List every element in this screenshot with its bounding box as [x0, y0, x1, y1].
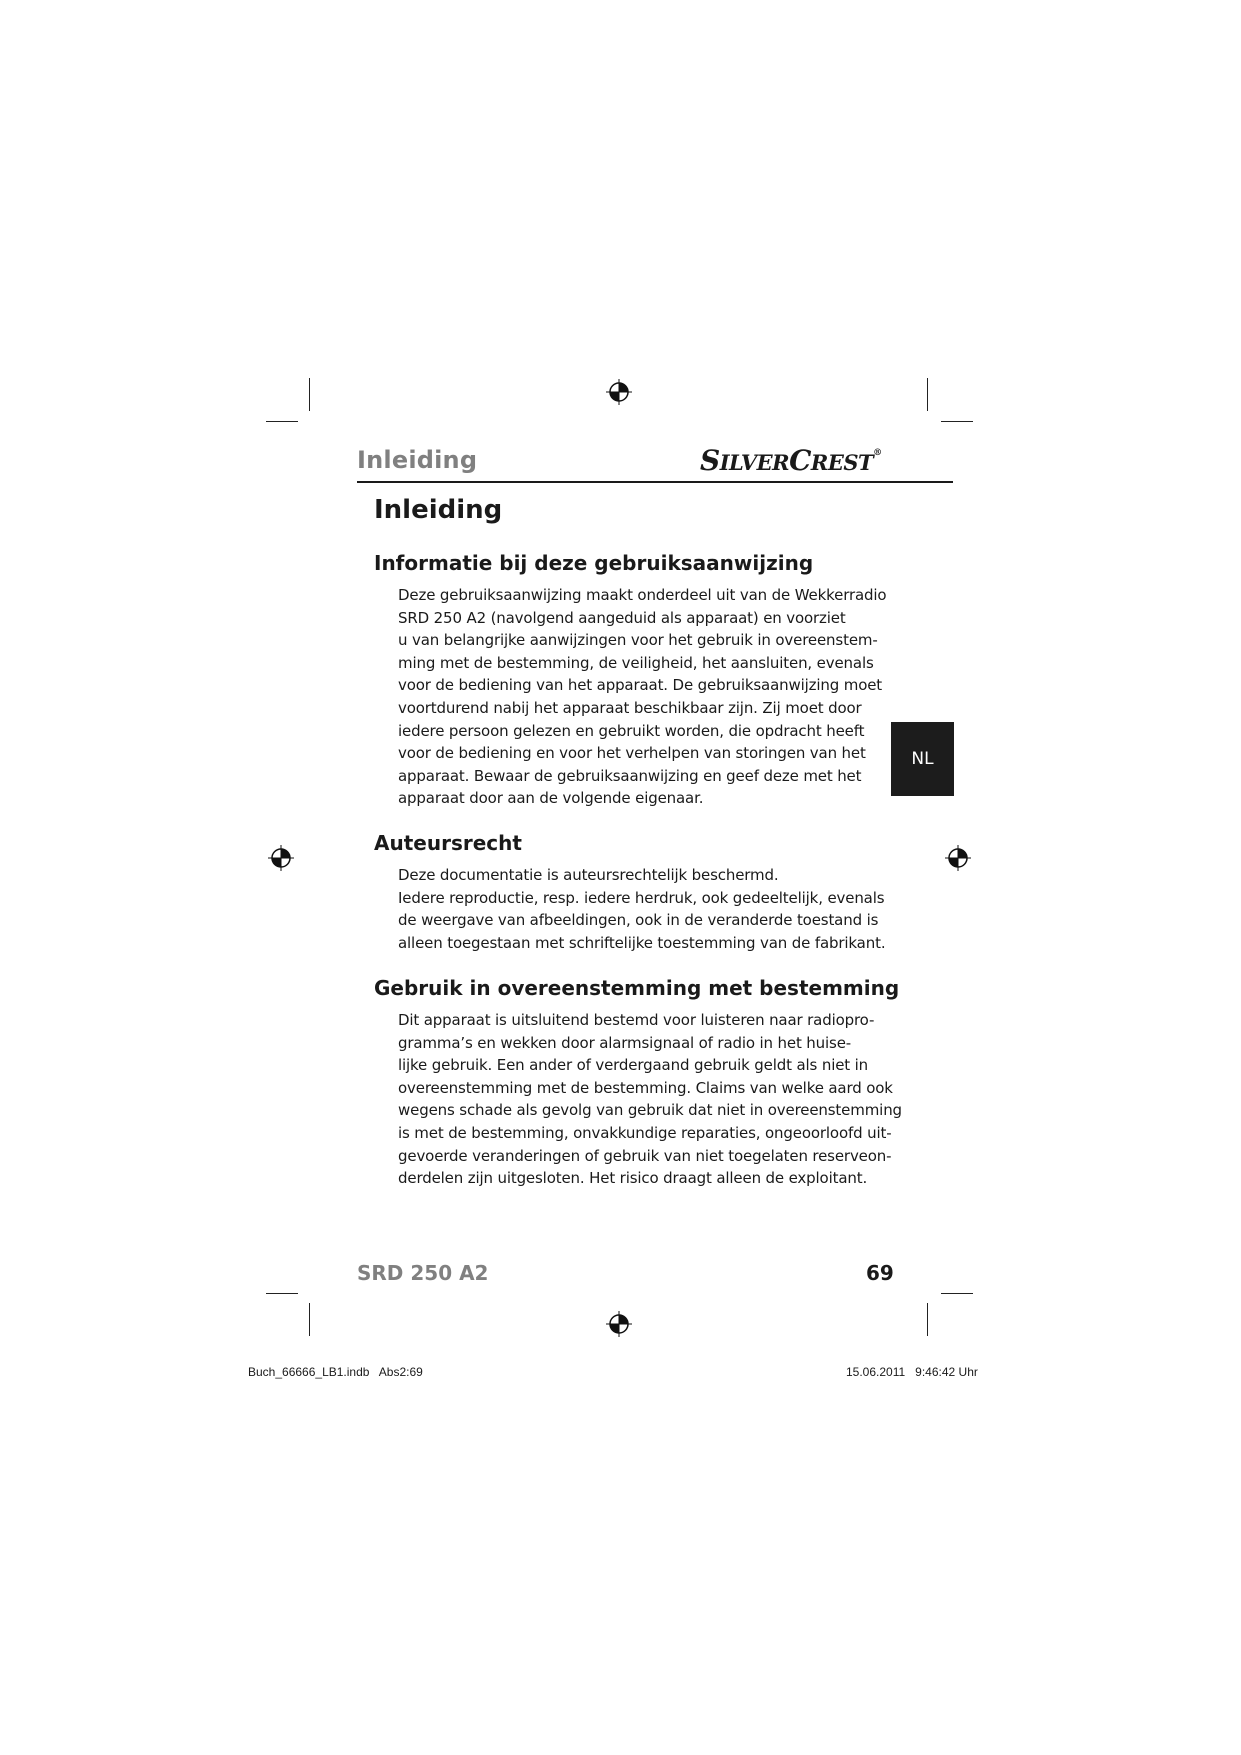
print-slug-file: Buch_66666_LB1.indb Abs2:69	[248, 1365, 423, 1379]
text-line: apparaat door aan de volgende eigenaar.	[398, 789, 704, 808]
text-line: derdelen zijn uitgesloten. Het risico draagt alleen de exploitant.	[398, 1169, 868, 1188]
brand-initial-1: S	[700, 444, 720, 477]
text-line: gramma’s en wekken door alarmsignaal of radio in het huise-	[398, 1033, 852, 1052]
registration-mark-left-icon	[268, 845, 294, 871]
page-title: Inleiding	[374, 495, 503, 525]
text-line: de weergave van afbeeldingen, ook in de veranderde toestand is	[398, 911, 879, 930]
brand-rest-1: ILVER	[719, 450, 790, 475]
language-tab	[891, 722, 954, 796]
text-line: apparaat. Bewaar de gebruiksaanwijzing en geef deze met het	[398, 766, 862, 785]
text-line: voor de bediening en voor het verhelpen van storingen van het	[398, 744, 866, 763]
text-line: ming met de bestemming, de veiligheid, het aansluiten, evenals	[398, 653, 874, 672]
footer-model: SRD 250 A2	[357, 1261, 489, 1285]
text-line: is met de bestemming, onvakkundige reparaties, ongeoorloofd uit-	[398, 1123, 892, 1142]
text-line: SRD 250 A2 (navolgend aangeduid als apparaat) en voorziet	[398, 608, 846, 627]
text-line: alleen toegestaan met schriftelijke toestemming van de fabrikant.	[398, 933, 886, 952]
section-body	[398, 1009, 902, 1190]
crop-mark-bottom-right-vertical	[927, 1303, 928, 1336]
registration-mark-right-icon	[945, 845, 971, 871]
brand-initial-2: C	[789, 444, 811, 477]
print-slug-timestamp: 15.06.2011 9:46:42 Uhr	[846, 1365, 978, 1379]
section-heading: Informatie bij deze gebruiksaanwijzing	[374, 551, 814, 575]
text-line: overeenstemming met de bestemming. Claims van welke aard ook	[398, 1078, 893, 1097]
registered-mark: ®	[873, 448, 882, 458]
text-line: Deze gebruiksaanwijzing maakt onderdeel uit van de Wekkerradio	[398, 586, 887, 604]
text-line: Iedere reproductie, resp. iedere herdruk, ook gedeeltelijk, evenals	[398, 888, 885, 907]
crop-mark-bottom-left-horizontal	[266, 1293, 298, 1294]
section-body	[398, 584, 887, 810]
text-line: u van belangrijke aanwijzingen voor het gebruik in overeenstem-	[398, 631, 878, 650]
text-line: voortdurend nabij het apparaat beschikbaar zijn. Zij moet door	[398, 698, 862, 717]
brand-rest-2: REST	[810, 450, 874, 475]
registration-mark-top-icon	[606, 379, 632, 405]
crop-mark-bottom-left-vertical	[309, 1303, 310, 1336]
header-rule	[357, 481, 953, 483]
crop-mark-top-left-vertical	[309, 378, 310, 411]
text-line: voor de bediening van het apparaat. De gebruiksaanwijzing moet	[398, 676, 883, 695]
page-number: 69	[866, 1261, 894, 1285]
running-header-title: Inleiding	[357, 446, 478, 474]
crop-mark-bottom-right-horizontal	[941, 1293, 973, 1294]
language-tab-label: NL	[911, 749, 934, 769]
crop-mark-top-right-vertical	[927, 378, 928, 411]
crop-mark-top-left-horizontal	[266, 421, 298, 422]
brand-logo	[700, 444, 882, 477]
text-line: lijke gebruik. Een ander of verdergaand gebruik geldt als niet in	[398, 1056, 869, 1075]
section-heading: Gebruik in overeenstemming met bestemming	[374, 976, 900, 1000]
registration-mark-bottom-icon	[606, 1311, 632, 1337]
text-line: iedere persoon gelezen en gebruikt worden, die opdracht heeft	[398, 721, 865, 740]
section-body	[398, 864, 886, 954]
section-heading: Auteursrecht	[374, 831, 522, 855]
text-line: wegens schade als gevolg van gebruik dat niet in overeenstemming	[398, 1101, 902, 1120]
text-line: gevoerde veranderingen of gebruik van niet toegelaten reserveon-	[398, 1146, 892, 1165]
text-line: Deze documentatie is auteursrechtelijk beschermd.	[398, 866, 779, 884]
crop-mark-top-right-horizontal	[941, 421, 973, 422]
text-line: Dit apparaat is uitsluitend bestemd voor luisteren naar radiopro-	[398, 1011, 875, 1029]
